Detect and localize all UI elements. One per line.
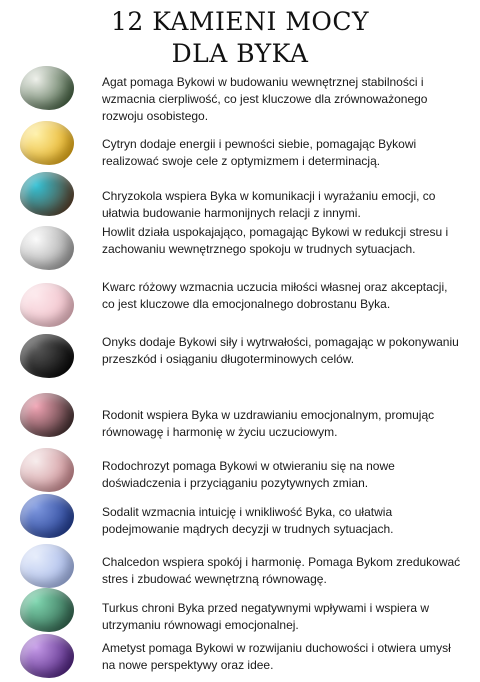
stone-description: Cytryn dodaje energii i pewności siebie, pomagając Bykowi realizować swoje cele z optymizmem i determinacją. [102, 137, 417, 168]
howlite-stone-icon [20, 226, 74, 270]
stone-description: Rodochrozyt pomaga Bykowi w otwieraniu się na nowe doświadczenia i przyciąganiu pozytywnych zmian. [102, 459, 395, 490]
stone-description: Rodonit wspiera Byka w uzdrawianiu emocjonalnym, promując równowagę i harmonię w życiu uczuciowym. [102, 408, 435, 439]
stone-description: Ametyst pomaga Bykowi w rozwijaniu duchowości i otwiera umysł na nowe perspektywy oraz idee. [102, 641, 451, 672]
agate-stone-icon [20, 66, 74, 110]
list-item [0, 64, 480, 123]
page-title [0, 6, 480, 70]
list-item [0, 277, 480, 327]
stone-description: Sodalit wzmacnia intuicję i wnikliwość Byka, co ułatwia podejmowanie mądrych decyzji w trudnych sytuacjach. [102, 505, 394, 536]
rose-quartz-stone-icon [20, 283, 74, 327]
stone-description: Kwarc różowy wzmacnia uczucia miłości własnej oraz akceptacji, co jest kluczowe dla emocjonalnego dobrostanu Byka. [102, 280, 448, 311]
list-item [0, 332, 480, 382]
stone-description: Chryzokola wspiera Byka w komunikacji i wyrażaniu emocji, co ułatwia budowanie harmonijnych relacji z innymi. [102, 189, 436, 220]
onyx-stone-icon [20, 334, 74, 378]
list-item [0, 118, 480, 168]
list-item [0, 222, 480, 272]
list-item [0, 170, 480, 220]
rhodochrosite-stone-icon [20, 448, 74, 492]
citrine-stone-icon [20, 121, 74, 165]
stone-description: Chalcedon wspiera spokój i harmonię. Pomaga Bykom zredukować stres i zbudować wewnętrzną równowagę. [102, 555, 461, 586]
title-line-1: 12 KAMIENI MOCY [110, 7, 370, 36]
stone-description: Agat pomaga Bykowi w budowaniu wewnętrznej stabilności i wzmacnia cierpliwość, co jest kluczowe dla zrównoważonego rozwoju osobistego. [102, 75, 428, 123]
list-item [0, 632, 480, 682]
list-item [0, 389, 480, 439]
list-item [0, 538, 480, 588]
chalcedony-stone-icon [20, 544, 74, 588]
amethyst-stone-icon [20, 634, 74, 678]
rhodonite-stone-icon [20, 393, 74, 437]
list-item [0, 442, 480, 492]
stone-description: Turkus chroni Byka przed negatywnymi wpływami i wspiera w utrzymaniu równowagi emocjonalnej. [102, 601, 429, 632]
list-item [0, 492, 480, 542]
stone-description: Onyks dodaje Bykowi siły i wytrwałości, pomagając w pokonywaniu przeszkód i osiąganiu długoterminowych celów. [102, 335, 459, 366]
stone-description: Howlit działa uspokajająco, pomagając Bykowi w redukcji stresu i zachowaniu wewnętrznego spokoju w trudnych sytuacjach. [102, 225, 449, 256]
chrysocolla-stone-icon [20, 172, 74, 216]
list-item [0, 584, 480, 634]
sodalite-stone-icon [20, 494, 74, 538]
title-line-2: DLA BYKA [171, 39, 309, 68]
turquoise-stone-icon [20, 588, 74, 632]
